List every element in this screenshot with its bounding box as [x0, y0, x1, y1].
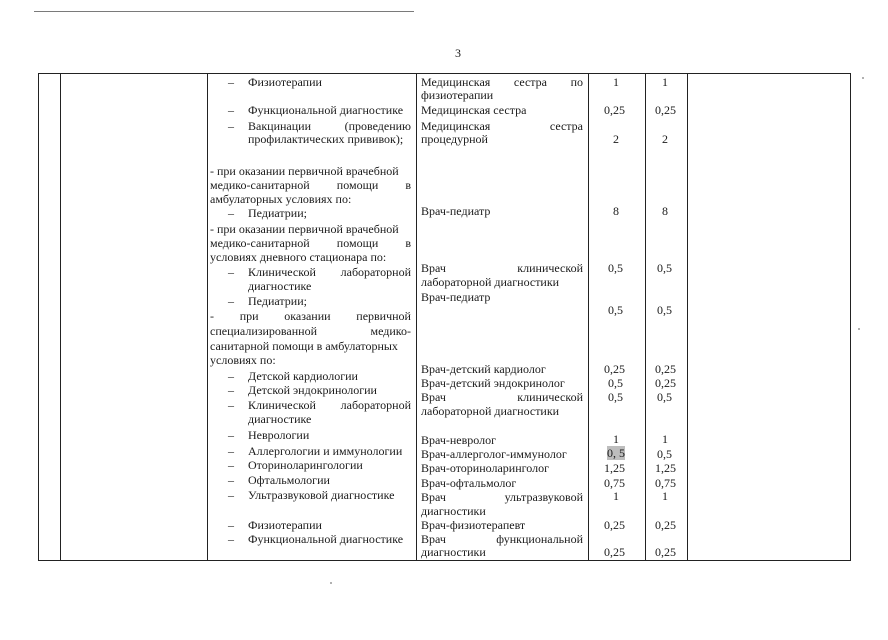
- rate-value-2: 0,25: [655, 545, 676, 559]
- service-name: Функциональной диагностике: [248, 103, 404, 117]
- rate-value-1: 1: [613, 75, 619, 89]
- row-dash: –: [228, 428, 234, 442]
- rate-value-1: 0,5: [608, 303, 623, 317]
- service-name: Физиотерапии: [248, 518, 322, 532]
- rate-value-1: 0,25: [604, 518, 625, 532]
- position-line: Врач ультразвуковой: [421, 490, 583, 504]
- col-border-2: [207, 73, 208, 560]
- service-name: Оториноларингологии: [248, 458, 363, 472]
- rate-value-2: 0,25: [655, 103, 676, 117]
- service-name: Функциональной диагностике: [248, 532, 404, 546]
- service-line: Клинической лабораторной: [248, 398, 411, 412]
- section-heading: санитарной помощи в амбулаторных: [210, 339, 398, 353]
- position-name: Врач-детский эндокринолог: [421, 376, 565, 390]
- service-name: Педиатрии;: [248, 206, 307, 220]
- rate-value-1: 0,25: [604, 362, 625, 376]
- position-line: Медицинская сестра по: [421, 75, 583, 89]
- row-dash: –: [228, 265, 234, 279]
- col-border-6: [687, 73, 688, 560]
- header-rule: [34, 11, 414, 12]
- rate-value-2: 1: [662, 489, 668, 503]
- position-line: лабораторной диагностики: [421, 275, 560, 289]
- row-dash: –: [228, 369, 234, 383]
- rate-value-1: 2: [613, 132, 619, 146]
- scan-speck: [858, 328, 860, 330]
- col-border-3: [416, 73, 417, 560]
- rate-value-2: 0,5: [657, 390, 672, 404]
- service-line: диагностике: [248, 412, 312, 426]
- rate-value-2: 8: [662, 204, 668, 218]
- col-border-7: [850, 73, 851, 560]
- position-name: Врач-аллерголог-иммунолог: [421, 447, 567, 461]
- position-name: Медицинская сестра: [421, 103, 527, 117]
- section-heading: медико-санитарной помощи в: [210, 178, 411, 192]
- row-dash: –: [228, 518, 234, 532]
- service-line: Вакцинации (проведению: [248, 119, 411, 133]
- rate-value-1: 8: [613, 204, 619, 218]
- rate-value-2: 0,25: [655, 518, 676, 532]
- position-line: диагностики: [421, 545, 486, 559]
- rate-value-1: 0,5: [608, 390, 623, 404]
- position-line: Врач клинической: [421, 390, 583, 404]
- position-line: Врач клинической: [421, 261, 583, 275]
- service-line: диагностике: [248, 279, 312, 293]
- rate-value-1: 0,5: [608, 261, 623, 275]
- rate-value-2: 1: [662, 432, 668, 446]
- rate-value-1: 0,25: [604, 103, 625, 117]
- service-line: Клинической лабораторной: [248, 265, 411, 279]
- section-heading: условиях дневного стационара по:: [210, 250, 387, 264]
- position-name: Врач-оториноларинголог: [421, 461, 550, 475]
- rate-value-2: 1: [662, 75, 668, 89]
- rate-value-1: 0,5: [608, 376, 623, 390]
- rate-value-1: 1: [613, 432, 619, 446]
- table-bottom-border: [38, 560, 851, 561]
- service-name: Детской эндокринологии: [248, 383, 377, 397]
- row-dash: –: [228, 75, 234, 89]
- col-border-5: [645, 73, 646, 560]
- position-name: Врач-детский кардиолог: [421, 362, 546, 376]
- scan-speck: [862, 77, 864, 79]
- position-line: диагностики: [421, 504, 486, 518]
- rate-value-2: 0,25: [655, 362, 676, 376]
- position-line: процедурной: [421, 132, 488, 146]
- position-line: лабораторной диагностики: [421, 404, 560, 418]
- col-border-0: [38, 73, 39, 560]
- section-heading: - при оказании первичной: [210, 309, 411, 323]
- position-name: Врач-педиатр: [421, 204, 491, 218]
- row-dash: –: [228, 473, 234, 487]
- service-name: Педиатрии;: [248, 294, 307, 308]
- section-heading: - при оказании первичной врачебной: [210, 222, 399, 236]
- section-heading: специализированной медико-: [210, 324, 411, 338]
- col-border-4: [588, 73, 589, 560]
- staffing-table: [38, 73, 851, 560]
- service-name: Офтальмологии: [248, 473, 330, 487]
- row-dash: –: [228, 458, 234, 472]
- position-line: физиотерапии: [421, 88, 494, 102]
- rate-value-1: 1: [613, 489, 619, 503]
- table-top-border: [38, 73, 851, 74]
- rate-value-2: 2: [662, 132, 668, 146]
- rate-value-1: 1,25: [604, 461, 625, 475]
- position-line: Врач функциональной: [421, 532, 583, 546]
- row-dash: –: [228, 488, 234, 502]
- section-heading: условиях по:: [210, 353, 276, 367]
- service-name: Неврологии: [248, 428, 310, 442]
- service-name: Физиотерапии: [248, 75, 322, 89]
- rate-value-2: 0,75: [655, 476, 676, 490]
- position-name: Врач-невролог: [421, 433, 497, 447]
- section-heading: амбулаторных условиях по:: [210, 192, 352, 206]
- position-name: Врач-физиотерапевт: [421, 518, 526, 532]
- rate-value-1: 0,75: [604, 476, 625, 490]
- section-heading: медико-санитарной помощи в: [210, 236, 411, 250]
- row-dash: –: [228, 103, 234, 117]
- rate-value-2: 1,25: [655, 461, 676, 475]
- row-dash: –: [228, 206, 234, 220]
- row-dash: –: [228, 398, 234, 412]
- rate-value-1: 0,25: [604, 545, 625, 559]
- position-line: Медицинская сестра: [421, 119, 583, 133]
- row-dash: –: [228, 444, 234, 458]
- row-dash: –: [228, 383, 234, 397]
- rate-value-2: 0,5: [657, 261, 672, 275]
- service-line: профилактических прививок);: [248, 132, 404, 146]
- page-number: 3: [455, 46, 461, 60]
- row-dash: –: [228, 119, 234, 133]
- position-name: Врач-педиатр: [421, 290, 491, 304]
- scan-speck: [330, 582, 332, 584]
- rate-value-2: 0,25: [655, 376, 676, 390]
- row-dash: –: [228, 532, 234, 546]
- row-dash: –: [228, 294, 234, 308]
- col-border-1: [60, 73, 61, 560]
- rate-value-2: 0,5: [657, 303, 672, 317]
- service-name: Детской кардиологии: [248, 369, 358, 383]
- service-name: Ультразвуковой диагностике: [248, 488, 395, 502]
- position-name: Врач-офтальмолог: [421, 476, 517, 490]
- service-name: Аллергологии и иммунологии: [248, 444, 403, 458]
- section-heading: - при оказании первичной врачебной: [210, 164, 399, 178]
- rate-value-2: 0,5: [657, 447, 672, 461]
- rate-value-1-highlighted: 0, 5: [607, 446, 625, 460]
